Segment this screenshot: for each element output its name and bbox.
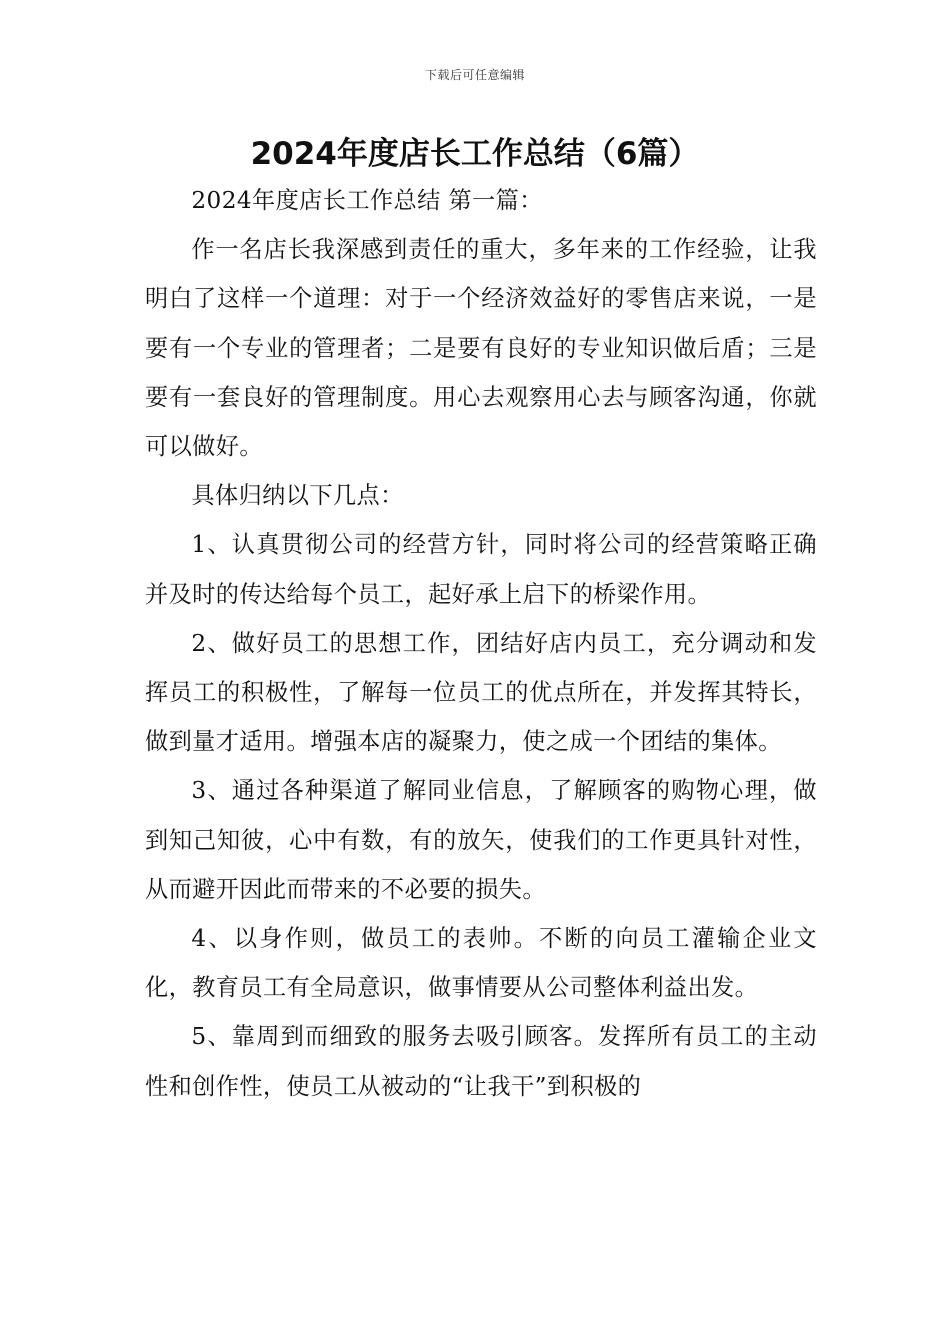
summary-lead: 具体归纳以下几点：: [191, 482, 404, 510]
point-2: 2、做好员工的思想工作，团结好店内员工，充分调动和发挥员工的积极性，了解每一位员工的优点所在，并发挥其特长，做到量才适用。增强本店的凝聚力，使之成一个团结的集体。: [145, 629, 817, 756]
document-body: [145, 176, 817, 1111]
intro-paragraph: 作一名店长我深感到责任的重大，多年来的工作经验，让我明白了这样一个道理：对于一个经济效益好的零售店来说，一是要有一个专业的管理者；二是要有良好的专业知识做后盾；三是要有一套良好的管理制度。用心去观察用心去与顾客沟通，你就可以做好。: [145, 236, 817, 461]
point-1: 1、认真贯彻公司的经营方针，同时将公司的经营策略正确并及时的传达给每个员工，起好承上启下的桥梁作用。: [145, 531, 817, 608]
section-heading: 2024年度店长工作总结 第一篇：: [191, 187, 543, 214]
point-3: 3、通过各种渠道了解同业信息，了解顾客的购物心理，做到知己知彼，心中有数，有的放矢，使我们的工作更具针对性，从而避开因此而带来的不必要的损失。: [145, 777, 817, 903]
document-title: 2024年度店长工作总结（6篇）: [250, 136, 700, 172]
point-4: 4、以身作则，做员工的表帅。不断的向员工灌输企业文化，教育员工有全局意识，做事情要从公司整体利益出发。: [145, 925, 817, 1002]
header-note: 下载后可任意编辑: [424, 68, 525, 82]
point-5: 5、靠周到而细致的服务去吸引顾客。发挥所有员工的主动性和创作性，使员工从被动的“让我干”到积极的: [145, 1023, 817, 1100]
